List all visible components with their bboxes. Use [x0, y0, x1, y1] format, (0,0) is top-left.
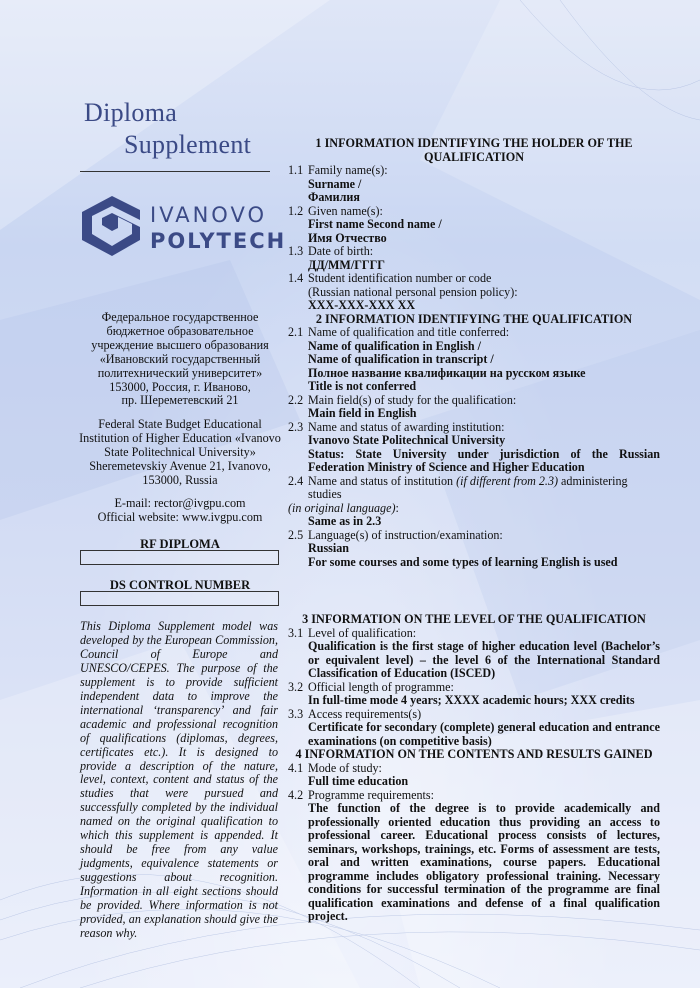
item-2-2: [288, 394, 660, 408]
item-number: 1.3: [288, 244, 304, 258]
student-id-value: XXX-XXX-XXX XX: [308, 298, 416, 312]
item-4-1: [288, 762, 660, 776]
item-number: 4.1: [288, 760, 304, 775]
contact-email[interactable]: E-mail: rector@ivgpu.com: [114, 496, 246, 510]
item-label-part: Name and status of institution: [308, 473, 457, 488]
disclaimer-text: This Diploma Supplement model was developed by the European Commission, Council of Europe and UNESCO/CEPES. The purpose of the supplement is to provide sufficient independent data to improve the international ‘transparency’ and fair academic and professional recognition of qualifications (diplomas, degrees, certificates etc.). It is designed to provide a description of the nature, level, context, content and status of the studies that were pursued and successfully completed by the individual named on the original qualification to which this supplement is appended. It should be free from any value judgments, equivalence statements or suggestions about recognition. Information in all eight sections should be provided. Where information is not provided, an explanation should give the reason why.: [80, 619, 278, 940]
item-label: Family name(s):: [308, 163, 388, 177]
programme-length-value: In full-time mode 4 years; XXXX academic hours; XXX credits: [308, 693, 635, 707]
section-3-heading: 3 INFORMATION ON THE LEVEL OF THE QUALIFICATION: [302, 612, 646, 626]
item-number: 1.2: [288, 203, 304, 218]
qualification-ru-value: Полное название квалификации на русском языке: [308, 365, 586, 380]
item-number: 3.3: [288, 706, 304, 721]
mode-of-study-value: Full time education: [308, 774, 409, 788]
item-3-3: [288, 708, 660, 722]
item-2-3: [288, 421, 660, 435]
item-number: 1.4: [288, 271, 304, 285]
item-2-5: [288, 529, 660, 543]
item-number: 3.1: [288, 625, 304, 640]
access-requirements-value: Certificate for secondary (complete) general education and entrance examinations (on competitive basis): [308, 720, 660, 748]
qualification-level-value: Qualification is the first stage of higher education level (Bachelor’s or equivalent level) – the level 6 of the International Standard Classification of Education (ISCED): [308, 639, 660, 680]
item-label: Level of qualification:: [308, 625, 417, 640]
date-of-birth-value: ДД/ММ/ГГГГ: [308, 257, 385, 272]
item-label: Student identification number or code: [308, 271, 492, 285]
item-label: Name of qualification and title conferred:: [308, 325, 510, 339]
title-conferred-value: Title is not conferred: [308, 379, 417, 393]
item-label-italic: (if different from 2.3): [456, 473, 559, 488]
awarding-institution-value: Ivanovo State Politechnical University: [308, 433, 506, 447]
given-name-value: First name Second name /: [308, 217, 442, 231]
contact-info: [60, 497, 300, 525]
item-label: Main field(s) of study for the qualification:: [308, 392, 517, 407]
item-label: Date of birth:: [308, 244, 374, 258]
section-1-heading: 1 INFORMATION IDENTIFYING THE HOLDER OF THE QUALIFICATION: [315, 136, 633, 164]
main-field-value: Main field in English: [308, 406, 417, 420]
item-sublabel: [288, 502, 660, 516]
item-number: 2.2: [288, 392, 304, 407]
institution-en-line: Sheremetevskiy Avenue 21, Ivanovo,: [89, 458, 271, 473]
item-number: 3.2: [288, 679, 304, 694]
item-4-2: [288, 789, 660, 803]
institution-ru-line: Федеральное государственное: [101, 310, 259, 324]
ds-control-number-label: DS CONTROL NUMBER: [109, 578, 251, 592]
item-label: Mode of study:: [308, 760, 382, 775]
item-label: [308, 475, 660, 502]
item-sublabel: (Russian national personal pension policy):: [308, 284, 518, 299]
information-sections: [288, 137, 660, 924]
item-1-3: [288, 245, 660, 259]
item-label-part: administering studies: [308, 473, 628, 501]
administering-institution-value: Same as in 2.3: [308, 514, 382, 528]
item-2-1: [288, 326, 660, 340]
item-label: Name and status of awarding institution:: [308, 419, 505, 434]
section-2-heading: 2 INFORMATION IDENTIFYING THE QUALIFICATION: [315, 311, 633, 326]
item-label: Access requirements(s): [308, 706, 422, 721]
institution-en-line: State Politechnical University»: [104, 444, 256, 459]
item-number: 4.2: [288, 787, 304, 802]
institution-ru-line: пр. Шереметевский 21: [121, 393, 239, 408]
item-1-4: [288, 272, 660, 286]
item-number: 1.1: [288, 163, 304, 177]
title-supplement: Supplement: [124, 130, 252, 159]
logo-text-polytech: POLYTECH: [150, 229, 287, 253]
institution-en-line: Institution of Higher Education «Ivanovo: [79, 430, 281, 445]
item-number: 2.4: [288, 473, 304, 488]
language-note-value: For some courses and some types of learning English is used: [308, 554, 618, 569]
item-3-1: [288, 627, 660, 641]
given-name-ru-value: Имя Отчество: [308, 230, 387, 245]
institution-ru-line: бюджетное образовательное: [106, 323, 254, 338]
item-3-2: [288, 681, 660, 695]
item-1-2: [288, 205, 660, 219]
item-label: Language(s) of instruction/examination:: [308, 527, 503, 542]
item-label: Official length of programme:: [308, 679, 454, 694]
item-number: 2.1: [288, 325, 304, 339]
institution-english: [60, 418, 300, 488]
language-value: Russian: [308, 541, 350, 555]
contact-website[interactable]: Official website: www.ivgpu.com: [97, 509, 263, 524]
item-sublabel-italic: (in original language): [288, 500, 396, 515]
institution-ru-line: 153000, Россия, г. Иваново,: [109, 379, 251, 394]
item-label: Given name(s):: [308, 203, 383, 218]
institution-en-line: 153000, Russia: [142, 472, 218, 487]
ds-control-number-field[interactable]: [80, 591, 279, 606]
rf-diploma-label: RF DIPLOMA: [140, 537, 220, 551]
institution-en-line: Federal State Budget Educational: [98, 417, 262, 431]
item-sublabel-colon: :: [395, 500, 399, 515]
title-diploma: Diploma: [84, 98, 178, 127]
section-4-heading: 4 INFORMATION ON THE CONTENTS AND RESULTS GAINED: [295, 747, 653, 761]
institution-status-value: Status: State University under jurisdiction of the Russian Federation Ministry of Science and Higher Education: [308, 446, 660, 474]
item-number: 2.3: [288, 419, 304, 434]
programme-requirements-value: The function of the degree is to provide academically and professionally oriented education thus providing an access to professional career. Educational process consists of lectures, seminars, workshops, trainings, etc. Forms of assessment are tests, oral and written examinations, course papers. Educational programme includes obligatory professional training. Necessary conditions for successful termination of the programme are final qualification examinations and defense of a final qualification project.: [308, 801, 660, 923]
family-name-value: Surname /: [308, 176, 362, 191]
item-1-1: [288, 164, 660, 178]
qualification-transcript-value: Name of qualification in transcript /: [308, 352, 494, 366]
institution-ru-line: «Ивановский государственный: [99, 351, 261, 366]
family-name-ru-value: Фамилия: [308, 190, 360, 204]
institution-russian: [60, 311, 300, 408]
institution-ru-line: учреждение высшего образования: [91, 337, 269, 352]
institution-ru-line: политехнический университет»: [97, 365, 263, 380]
title-divider: [80, 171, 270, 172]
item-2-4: [288, 475, 660, 502]
rf-diploma-field[interactable]: [80, 550, 279, 565]
section-spacer: [288, 569, 660, 613]
item-number: 2.5: [288, 527, 304, 542]
qualification-name-value: Name of qualification in English /: [308, 338, 482, 353]
logo-text-ivanovo: IVANOVO: [150, 203, 267, 227]
item-label: Programme requirements:: [308, 787, 434, 802]
